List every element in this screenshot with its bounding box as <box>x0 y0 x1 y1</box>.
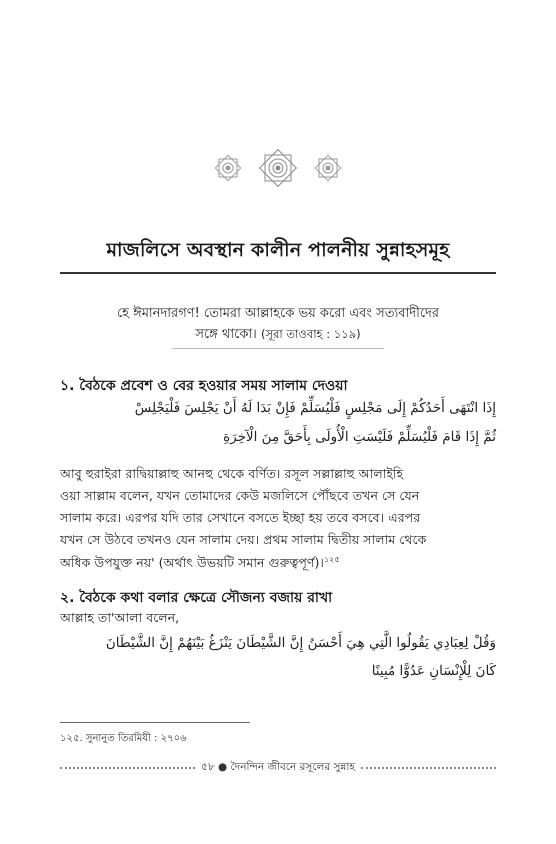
page-footer <box>60 760 496 776</box>
paragraph-line-5 <box>60 554 496 575</box>
ayah-arabic-line-1: وَقُلْ لِعِبَادِي يَقُولُوا الَّتِي هِيَ أَحْسَنُ إِنَّ الشَّيْطَانَ يَنْزَغُ بَيْنَهُمْ إِنَّ الشَّيْطَانَ <box>105 635 496 651</box>
paragraph-line-5-text: অধিক উপযুক্ত নয়' (অর্থাৎ উভয়টি সমান গুরুত্বপূর্ণ)। <box>60 555 324 571</box>
ornament-large-center-icon <box>258 148 298 188</box>
ayah-arabic-line-2: كَانَ لِلْإِنْسَانِ عَدُوًّا مُبِينًا <box>371 663 496 679</box>
hadith-arabic-line-2: ثُمَّ إِذَا قَامَ فَلْيُسَلِّمْ فَلَيْسَتِ الْأُولَى بِأَحَقَّ مِنَ الْآخِرَةِ <box>223 429 496 445</box>
chapter-title: মাজলিসে অবস্থান কালীন পালনীয় সুন্নাহসমূহ <box>106 239 450 261</box>
chapter-ornament <box>214 148 342 188</box>
paragraph-line-4: যখন সে উঠবে তখনও যেন সালাম দেয়। প্রথম সালাম দ্বিতীয় সালাম থেকে <box>60 532 427 547</box>
quote-reference: (সূরা তাওবাহ : ১১৯) <box>260 327 361 341</box>
section-1-heading: ১. বৈঠকে প্রবেশ ও বের হওয়ার সময় সালাম দেওয়া <box>60 378 348 394</box>
title-underline <box>60 272 496 274</box>
paragraph-line-3: সালাম করে। এরপর যদি তার সেখানে বসতে ইচ্ছা হয় তবে বসবে। এরপর <box>60 510 421 525</box>
section-2-heading: ২. বৈঠকে কথা বলার ক্ষেত্রে সৌজন্য বজায় রাখা <box>60 590 333 606</box>
footnote-marker[interactable]: ১২৫ <box>323 555 340 564</box>
footnote-rule <box>60 722 250 723</box>
section-2-intro: আল্লাহ তা'আলা বলেন, <box>60 610 180 625</box>
quote-line-2 <box>96 325 460 346</box>
paragraph-line-2: ওয়া সাল্লাম বলেন, যখন তোমাদের কেউ মজলিসে পৌঁছবে তখন সে যেন <box>60 488 420 503</box>
footer-text: ৫৮ ● দৈনন্দিন জীবনে রসূলের সুন্নাহ <box>201 760 355 773</box>
footnote-text: ১২৫. সুনানুত তিরমিযী : ২৭০৬ <box>60 733 187 744</box>
footer-dots-right <box>361 767 496 769</box>
hadith-arabic-line-1: إِذَا انْتَهَى أَحَدُكُمْ إِلَى مَجْلِسٍ فَلْيُسَلِّمْ فَإِنْ بَدَا لَهُ أَنْ يَجْلِسَ فَلْيَجْلِسْ <box>134 400 496 416</box>
paragraph-line-1: আবু হুরাইরা রাদ্বিয়াল্লাহু আনহু থেকে বর্ণিত। রসূল সল্লাল্লাহু আলাইহি <box>60 466 404 481</box>
quote-divider <box>172 348 384 349</box>
footer-dots-left <box>60 767 195 769</box>
quote-line-2-text: সঙ্গে থাকো। <box>195 327 257 342</box>
ornament-small-right-icon <box>314 154 342 182</box>
quote-line-1: হে ঈমানদারগণ! তোমরা আল্লাহকে ভয় করো এবং সত্যবাদীদের <box>116 306 440 321</box>
ornament-small-left-icon <box>214 154 242 182</box>
